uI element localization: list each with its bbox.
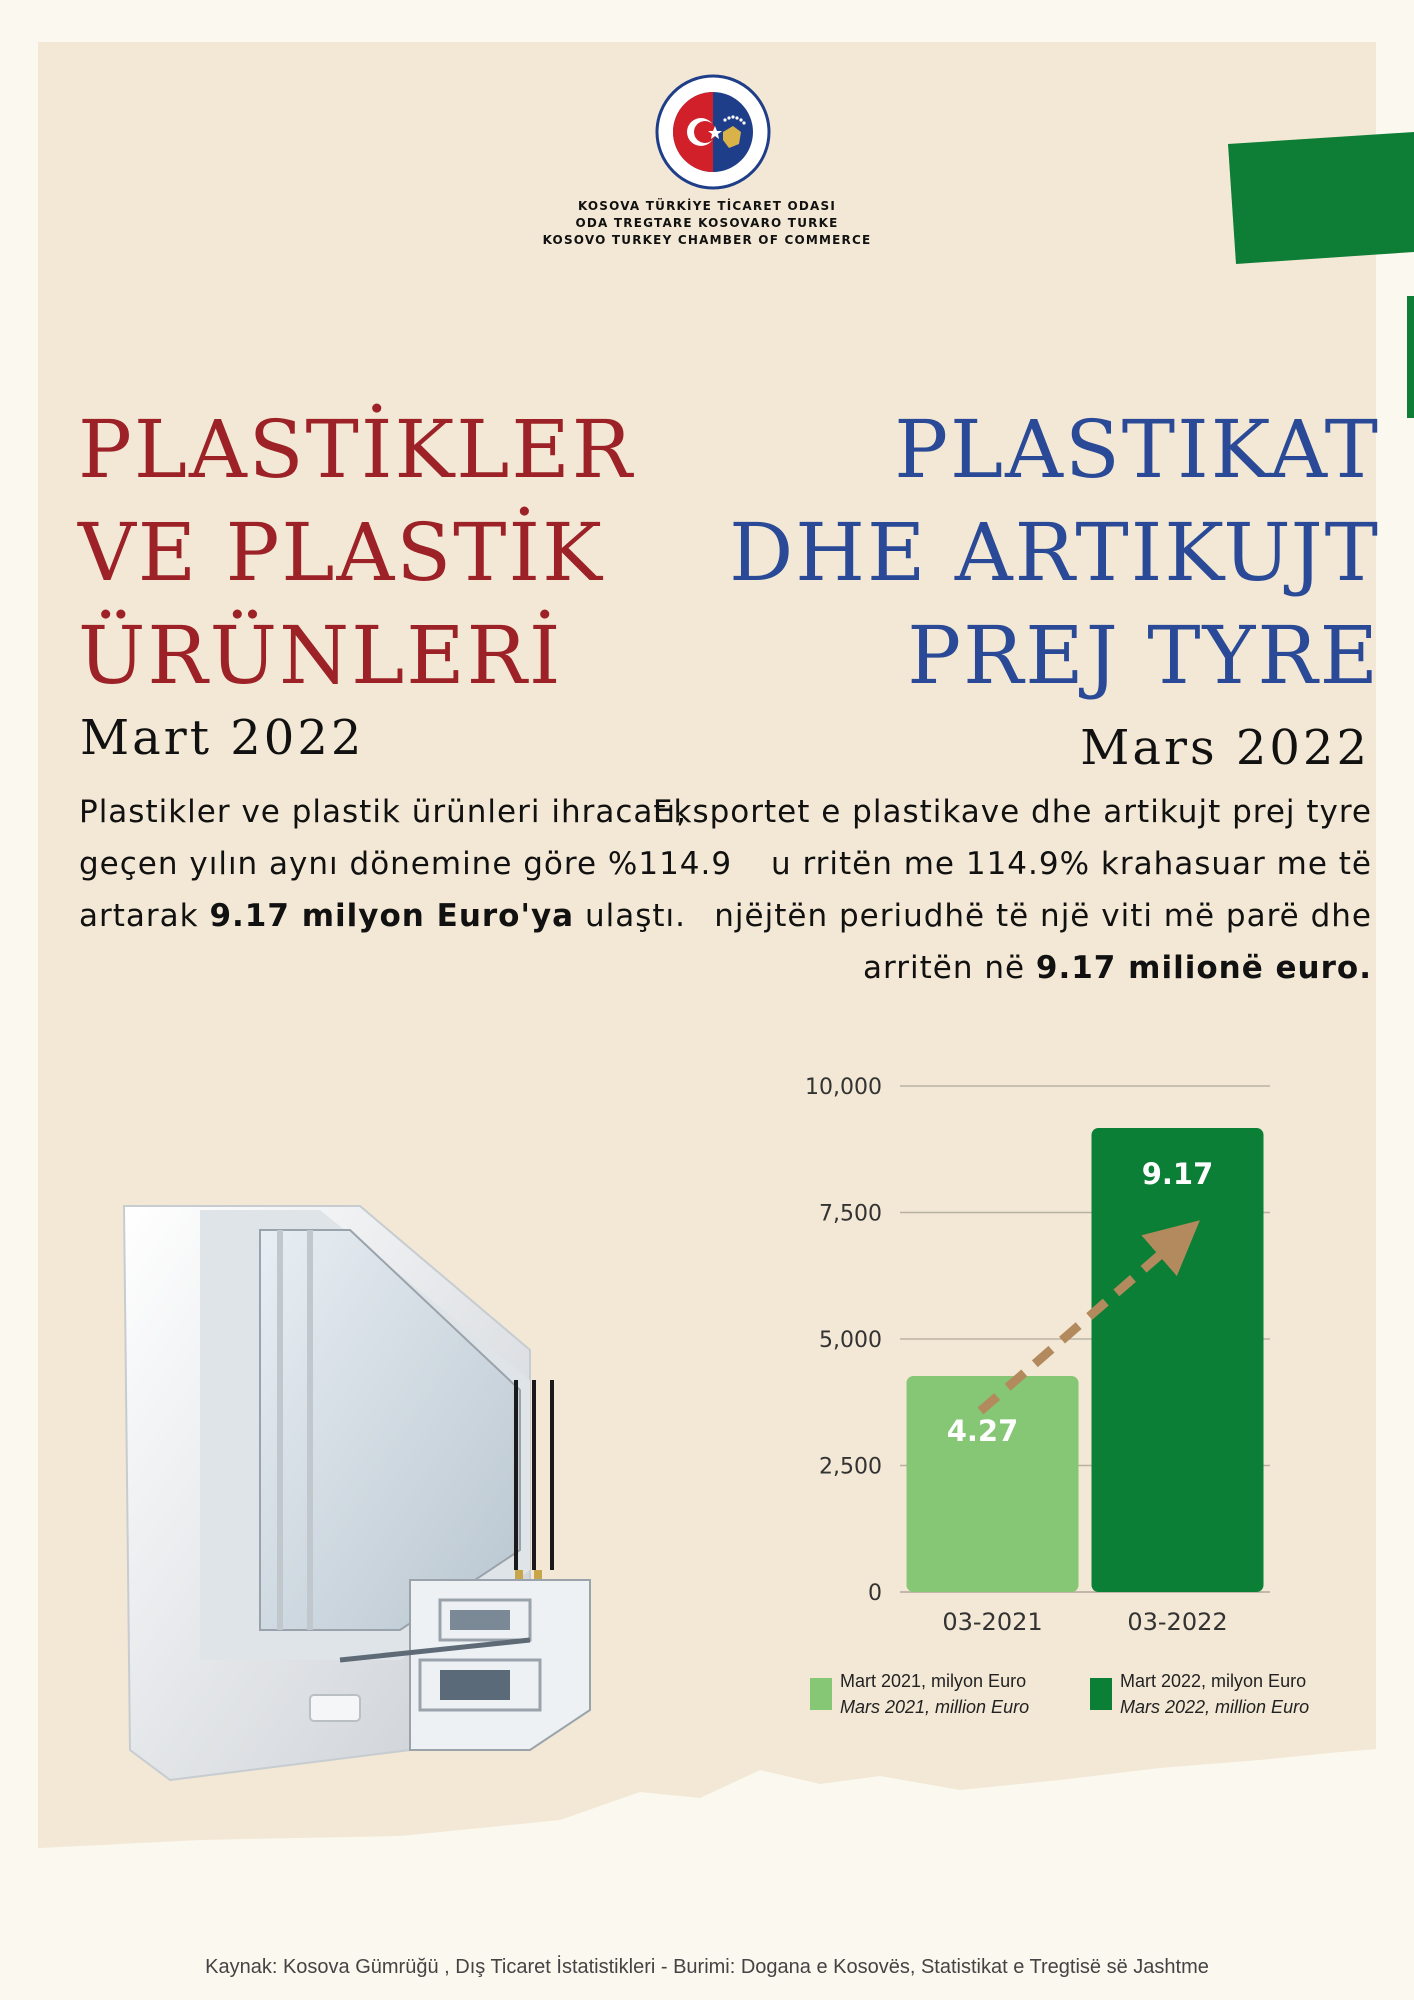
data-label: 4.27 <box>946 1413 1019 1448</box>
y-tick-label: 10,000 <box>805 1075 882 1100</box>
y-tick-label: 7,500 <box>819 1201 882 1227</box>
description-albanian <box>652 786 1372 994</box>
green-edge-decoration <box>1407 296 1414 418</box>
legend-label-en: Mars 2021, million Euro <box>840 1697 1030 1717</box>
organization-name-en: KOSOVO TURKEY CHAMBER OF COMMERCE <box>542 233 872 247</box>
pvc-window-image <box>110 1190 600 1790</box>
data-label: 9.17 <box>1141 1156 1214 1191</box>
description-text: ulaştı. <box>574 898 686 934</box>
legend-label: Mart 2021, milyon Euro <box>840 1671 1027 1691</box>
bar-chart <box>790 1060 1330 1700</box>
y-tick-label: 0 <box>868 1581 882 1606</box>
description-text: Plastikler ve plastik ürünleri ihracatı, geçen yılın aynı dönemine göre %114.9 artarak <box>79 794 733 934</box>
description-highlight: 9.17 milyon Euro'ya <box>209 898 575 934</box>
legend-label <box>840 1694 1029 1720</box>
x-tick-label: 03-2021 <box>942 1608 1043 1636</box>
legend-item <box>1090 1668 1309 1720</box>
organization-name-tr: KOSOVA TÜRKİYE TİCARET ODASI <box>577 199 837 213</box>
legend-swatch <box>1090 1678 1112 1710</box>
legend-label-en: Mars 2022, million Euro <box>1120 1697 1310 1717</box>
green-decoration <box>1228 132 1414 264</box>
organization-name-sq: ODA TREGTARE KOSOVARO TURKE <box>575 216 839 230</box>
chamber-logo-icon <box>655 74 771 190</box>
title-line: PLASTIKAT <box>894 403 1380 496</box>
title-line: VE PLASTİK <box>78 506 604 599</box>
legend-label: Mart 2022, milyon Euro <box>1120 1671 1307 1691</box>
y-tick-label: 2,500 <box>819 1454 882 1480</box>
legend-label <box>1120 1694 1309 1720</box>
y-tick-label: 5,000 <box>819 1328 882 1353</box>
description-text: Eksportet e plastikave dhe artikujt prej tyre u rritën me 114.9% krahasuar me të njëjtën periudhë të një viti më parë dhe arritën në <box>652 794 1372 986</box>
title-turkish <box>78 398 634 707</box>
title-albanian <box>729 398 1380 707</box>
title-line: PREJ TYRE <box>907 609 1380 702</box>
organization-name <box>500 198 914 249</box>
description-highlight: 9.17 milionë euro. <box>1035 950 1372 986</box>
month-albanian: Mars 2022 <box>1080 720 1370 776</box>
month-turkish: Mart 2022 <box>80 710 365 766</box>
legend-item <box>810 1668 1029 1720</box>
title-line: ÜRÜNLERİ <box>78 609 563 702</box>
x-tick-label: 03-2022 <box>1127 1608 1228 1636</box>
source-note: Kaynak: Kosova Gümrüğü , Dış Ticaret İstatistikleri - Burimi: Dogana e Kosovës, Statistikat e Tregtisë së Jashtme <box>205 1956 1209 1978</box>
bar <box>1092 1128 1264 1592</box>
title-line: DHE ARTIKUJT <box>729 506 1380 599</box>
legend-swatch <box>810 1678 832 1710</box>
title-line: PLASTİKLER <box>78 403 635 496</box>
bar <box>907 1376 1079 1592</box>
